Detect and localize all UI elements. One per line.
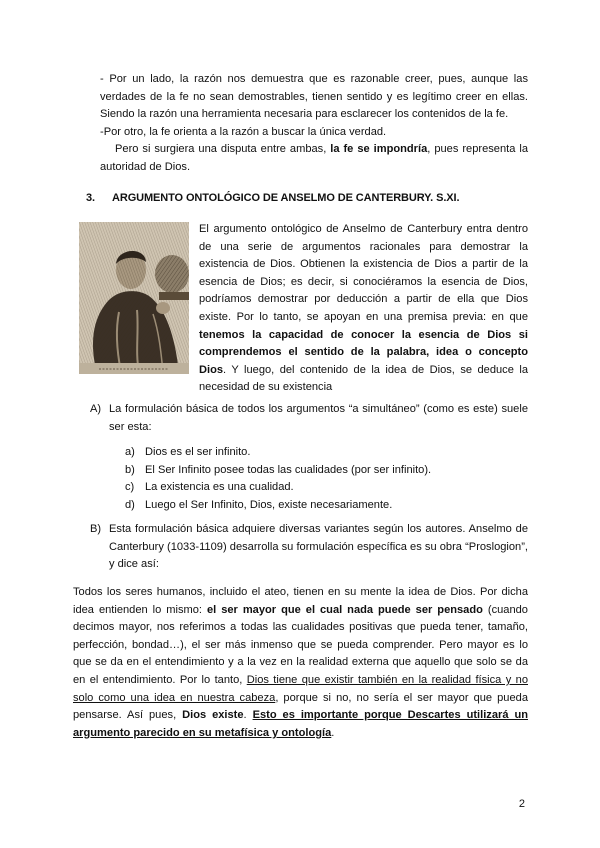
list-a-text: La formulación básica de todos los argumentos “a simultáneo” (como es este) suele ser esta: (109, 403, 528, 433)
onto-text-start: El argumento ontológico de Anselmo de Canterbury entra dentro de una serie de argumentos racionales para demostrar la existencia de Dios. Obtienen la existencia de Dios a partir de la esencia de Dios; es decir, si conociéramos la esencia de Dios, podríamos demostrar por deducción a partir de ella que Dios existe. Por lo tanto, se apoyan en una premisa previa: en que (199, 223, 528, 323)
intro-paragraph-1: - Por un lado, la razón nos demuestra que es razonable creer, pues, aunque las verdades de la fe no sean demostrables, tienen sentido y es legítimo creer en ellas. Siendo la razón una herramienta necesaria para esclarecer los contenidos de la fe. (100, 73, 528, 121)
list-item (125, 479, 535, 497)
list-item-text: El Ser Infinito posee todas las cualidades (por ser infinito). (145, 463, 432, 476)
onto-text-bold: tenemos la capacidad de conocer la esencia de Dios si comprendemos el sentido de la palabra, idea o concepto Dios (199, 328, 528, 376)
proslogion-paragraph (73, 584, 528, 742)
final-underline-1: Dios tiene que existir también en la realidad física y no solo como una idea en nuestra cabeza (73, 673, 528, 704)
list-item-label: b) (125, 463, 135, 476)
intro-paragraph-3 (100, 141, 528, 176)
intro-paragraph-2: -Por otro, la fe orienta a la razón a buscar la única verdad. (100, 125, 387, 138)
final-text-5: . (331, 726, 335, 739)
onto-text-end: . Y luego, del contenido de la idea de Dios, se deduce la necesidad de su existencia (199, 363, 528, 394)
final-text-1: Todos los seres humanos, incluido el ateo, tienen en su mente la idea de Dios. Por dicha idea entienden lo mismo: (73, 586, 528, 616)
final-bold-2: Dios existe (182, 709, 244, 722)
intro-p3-end: , pues representa la autoridad de Dios. (100, 143, 528, 173)
section-title: ARGUMENTO ONTOLÓGICO DE ANSELMO DE CANTERBURY. S.XI. (112, 192, 460, 204)
list-item (125, 497, 535, 515)
page-number: 2 (518, 798, 525, 810)
final-text-2: (cuando decimos mayor, nos referimos a todas las cualidades positivas que pueda tener, tamaño, perfección, bondad…), el ser más inmenso que se pueda comprender. Pero mayor es lo que se da en el entendimiento y a la vez en la realidad externa que aquello que solo se da en el entendimiento. Por lo tanto, (73, 603, 528, 686)
final-text-4: . (243, 709, 253, 722)
final-bold-1: el ser mayor que el cual nada puede ser pensado (206, 603, 483, 616)
list-b-text: Esta formulación básica adquiere diversas variantes según los autores. Anselmo de Canterbury (1033-1109) desarrolla su formulación específica es su obra “Proslogion”, y dice así: (109, 523, 528, 571)
list-item-label: a) (125, 446, 135, 458)
section-number: 3. (86, 192, 95, 204)
intro-p3-bold: la fe se impondría (330, 143, 428, 156)
sub-list (125, 444, 535, 514)
list-item-label: c) (125, 481, 135, 494)
section-heading (86, 192, 459, 204)
ontological-paragraph (199, 221, 528, 397)
list-a-label: A) (90, 403, 102, 415)
anselm-portrait-image (79, 222, 189, 374)
list-item-text: Dios es el ser infinito. (145, 446, 251, 458)
list-item (125, 444, 535, 462)
list-b (90, 521, 528, 574)
final-bold-underline: Esto es importante porque Descartes utilizará un argumento parecido en su metafísica y ontología (73, 709, 528, 739)
intro-p3-start: Pero si surgiera una disputa entre ambas, (115, 143, 331, 156)
list-item (125, 462, 535, 480)
list-item-text: Luego el Ser Infinito, Dios, existe necesariamente. (145, 498, 393, 511)
list-a (90, 401, 528, 436)
list-item-label: d) (125, 498, 135, 511)
list-item-text: La existencia es una cualidad. (145, 481, 294, 494)
final-text-3: , porque si no, no sería el ser mayor que pueda pensarse. Así pues, (73, 691, 528, 722)
intro-block (100, 71, 528, 177)
list-b-label: B) (90, 523, 102, 535)
